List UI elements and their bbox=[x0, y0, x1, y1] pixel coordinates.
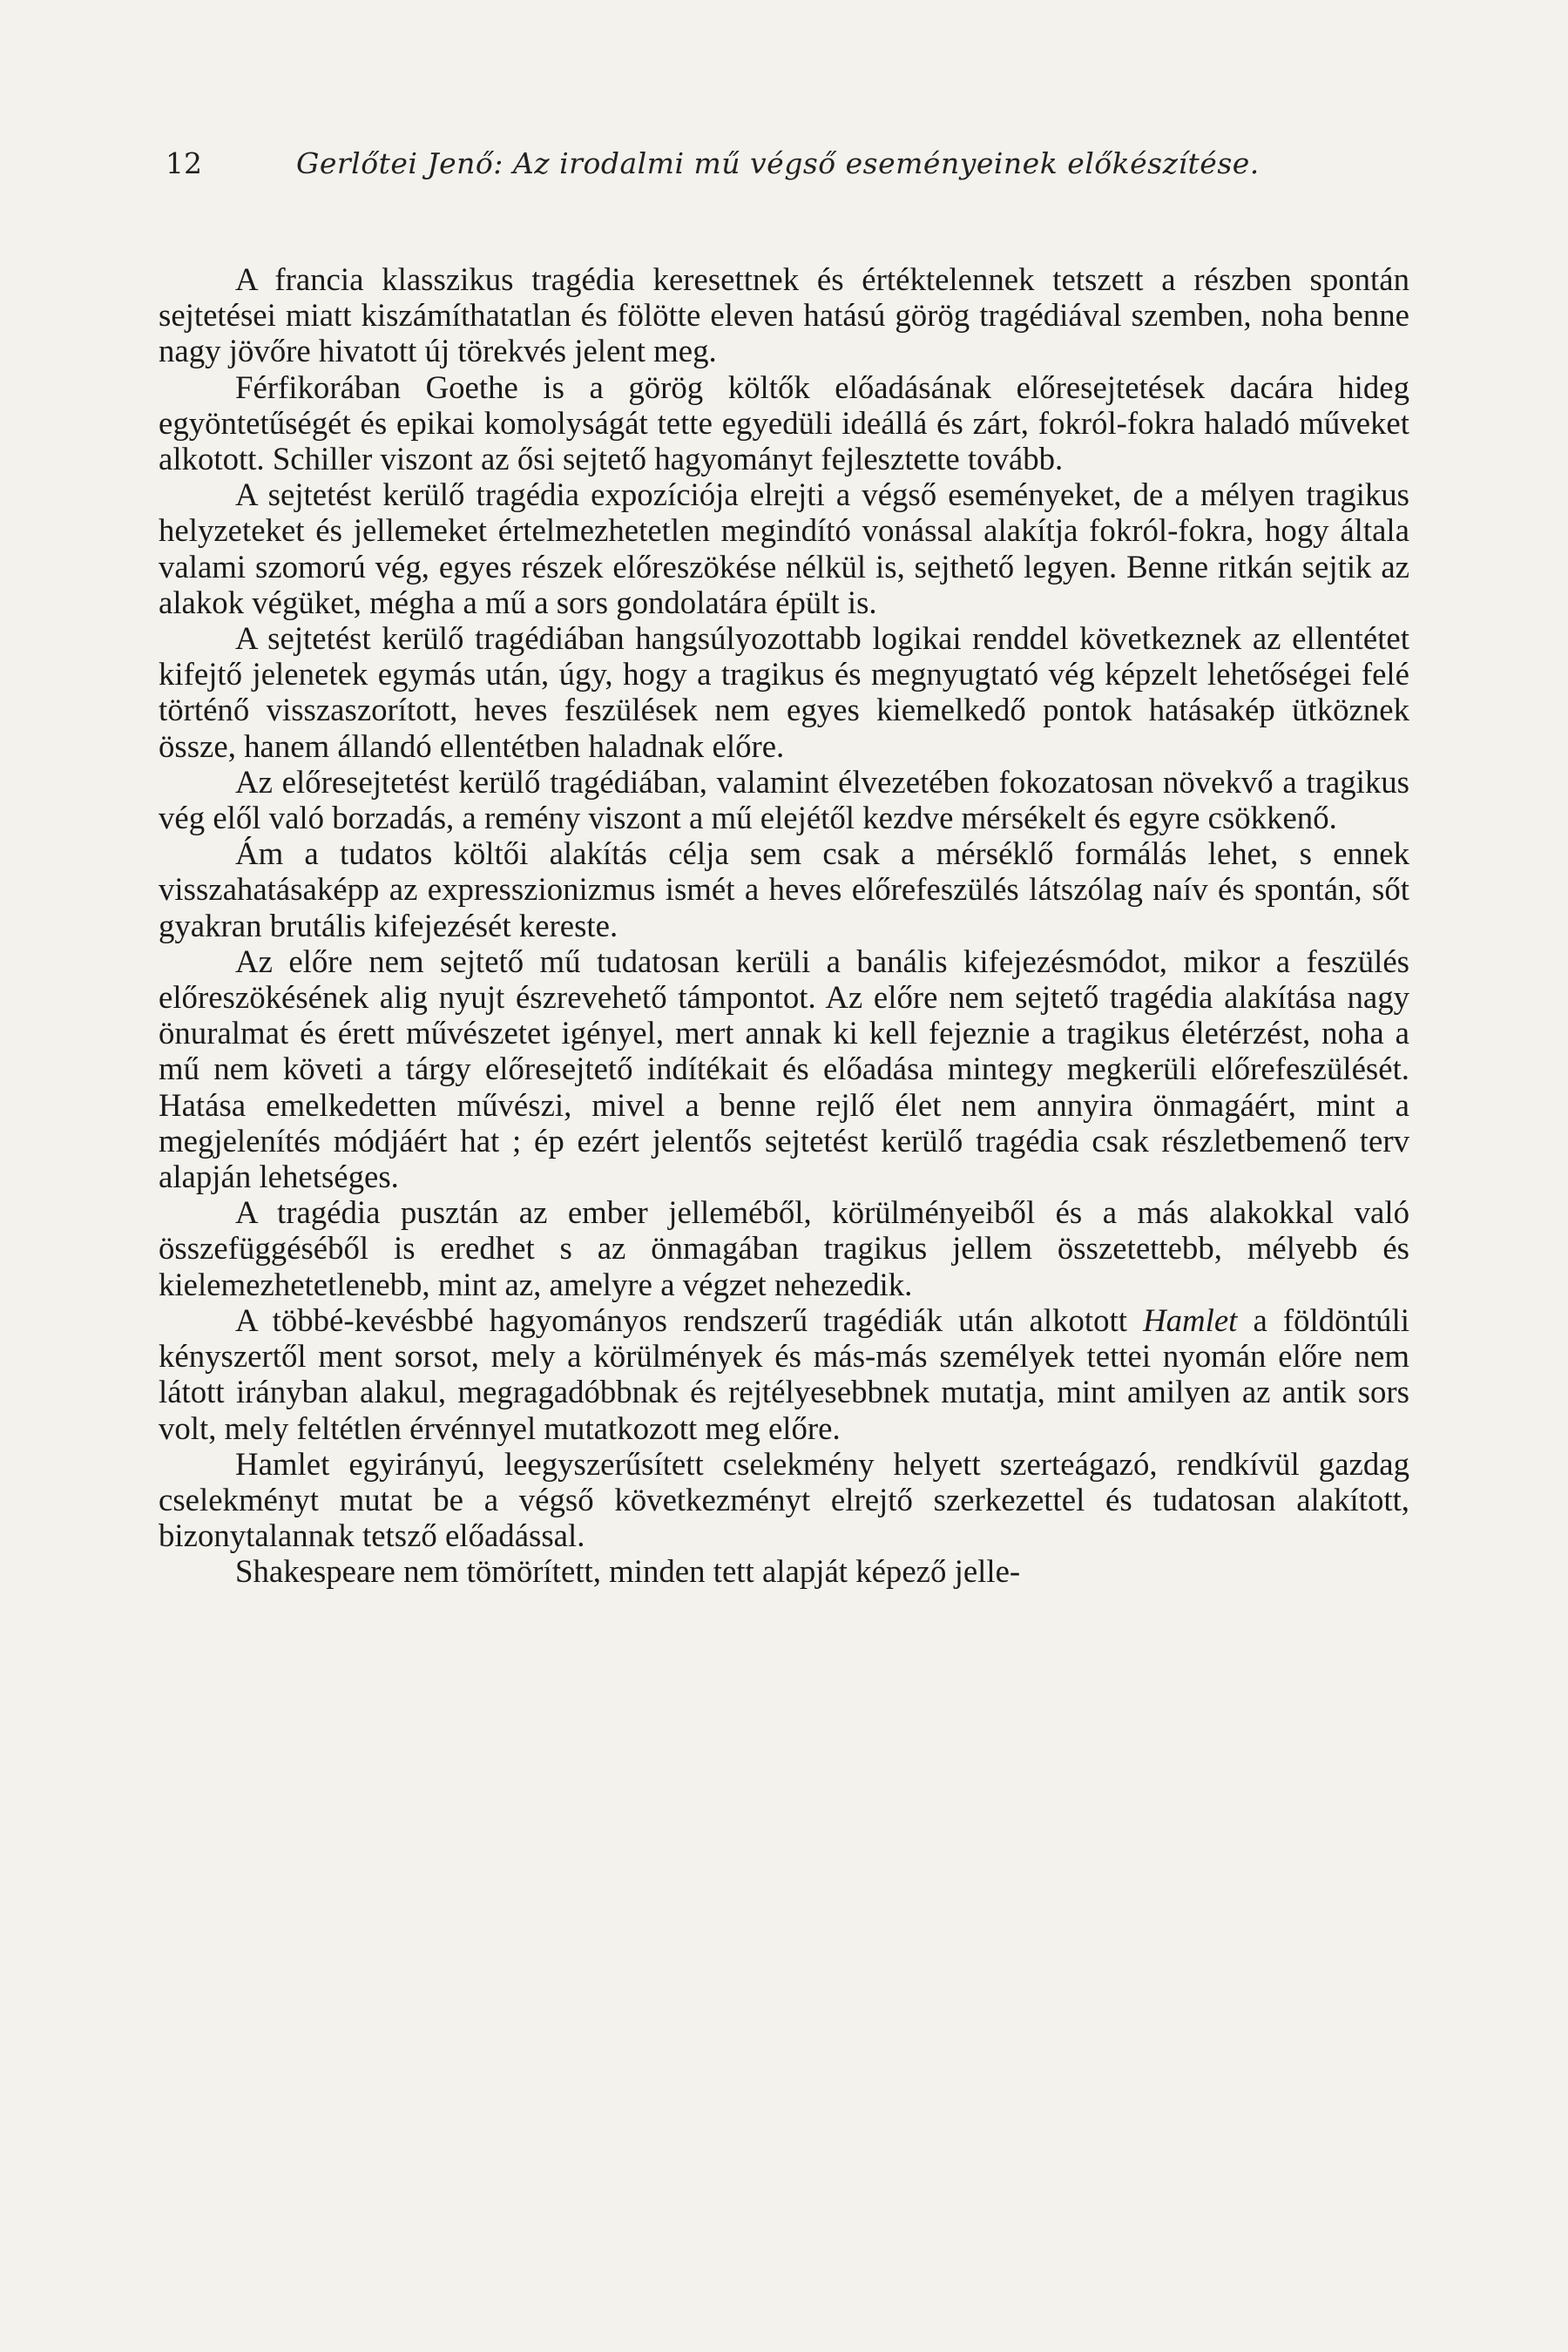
paragraph: Shakespeare nem tömörített, minden tett alapját képező jelle- bbox=[235, 1553, 1021, 1590]
paragraph-text: a földöntúli kényszertől ment sorsot, mely a körülmények és más-más személyek tettei nyomán előre nem látott irányban alakul, megragadóbbnak és rejtélyesebbnek mutatja, mint amilyen az antik sors volt, mely feltétlen érvénnyel mutatkozott meg előre. bbox=[159, 1301, 1410, 1446]
paragraph: A sejtetést kerülő tragédiában hangsúlyozottabb logikai renddel következnek az ellentétet kifejtő jelenetek egymás után, úgy, hogy a tragikus és megnyugtató vég képzelt lehetőségei felé történő visszaszorított, heves feszülések nem egyes kiemelkedő pontok hatásakép ütköznek össze, hanem állandó ellentétben haladnak előre. bbox=[159, 620, 1409, 764]
paragraph: Az előresejtetést kerülő tragédiában, valamint élvezetében fokozatosan növekvő a tragikus vég elől való borzadás, a remény viszont a mű elejétől kezdve mérsékelt és egyre csökkenő. bbox=[159, 763, 1409, 836]
paragraph: Hamlet egyirányú, leegyszerűsített cselekmény helyett szerteágazó, rendkívül gazdag cselekményt mutat be a végső következményt elrejtő szerkezettel és tudatosan alakított, bizonytalannak tetsző előadással. bbox=[159, 1445, 1409, 1554]
running-head bbox=[166, 146, 1420, 180]
running-title: Gerlőtei Jenő: Az irodalmi mű végső eseményeinek előkészítése. bbox=[296, 146, 1260, 180]
body-text bbox=[159, 261, 1409, 1590]
paragraph: Ám a tudatos költői alakítás célja sem csak a mérséklő formálás lehet, s ennek visszahatásaképp az expresszionizmus ismét a heves előrefeszülés látszólag naív és spontán, sőt gyakran brutális kifejezését kereste. bbox=[159, 835, 1409, 943]
paragraph: Az előre nem sejtető mű tudatosan kerüli a banális kifejezésmódot, mikor a feszülés előreszökésének alig nyujt észrevehető támpontot. Az előre nem sejtető tragédia alakítása nagy önuralmat és érett művészetet igényel, mert annak ki kell fejeznie a tragikus életérzést, noha a mű nem követi a tárgy előresejtető indítékait és előadása mintegy megkerüli előrefeszülését. Hatása emelkedetten művészi, mivel a benne rejlő élet nem annyira önmagáért, mint a megjelenítés módjáért hat ; ép ezért jelentős sejtetést kerülő tragédia csak részletbemenő terv alapján lehetséges. bbox=[159, 943, 1409, 1195]
paragraph: A sejtetést kerülő tragédia expozíciója elrejti a végső eseményeket, de a mélyen tragikus helyzeteket és jellemeket értelmezhetetlen megindító vonással alakítja fokról-fokra, hogy általa valami szomorú vég, egyes részek előreszökése nélkül is, sejthető legyen. Benne ritkán sejtik az alakok végüket, mégha a mű a sors gondolatára épült is. bbox=[159, 476, 1409, 620]
paragraph-hamlet-intro bbox=[159, 1302, 1409, 1446]
paragraph: Férfikorában Goethe is a görög költők előadásának előresejtetések dacára hideg egyöntetűségét és epikai komolyságát tette egyedüli ideállá és zárt, fokról-fokra haladó műveket alkotott. Schiller viszont az ősi sejtető hagyományt fejlesztette tovább. bbox=[159, 368, 1409, 477]
paragraph: A francia klasszikus tragédia keresettnek és értéktelennek tetszett a részben spontán sejtetései miatt kiszámíthatatlan és fölötte eleven hatású görög tragédiával szemben, noha benne nagy jövőre hivatott új törekvés jelent meg. bbox=[159, 261, 1409, 369]
italic-title-hamlet: Hamlet bbox=[1143, 1301, 1238, 1338]
paragraph-text: A többé-kevésbbé hagyományos rendszerű tragédiák után alkotott bbox=[235, 1301, 1127, 1338]
page-number: 12 bbox=[166, 146, 202, 180]
paragraph: A tragédia pusztán az ember jelleméből, körülményeiből és a más alakokkal való összefüggéséből is eredhet s az önmagában tragikus jellem összetettebb, mélyebb és kielemezhetetlenebb, mint az, amelyre a végzet nehezedik. bbox=[159, 1194, 1409, 1302]
